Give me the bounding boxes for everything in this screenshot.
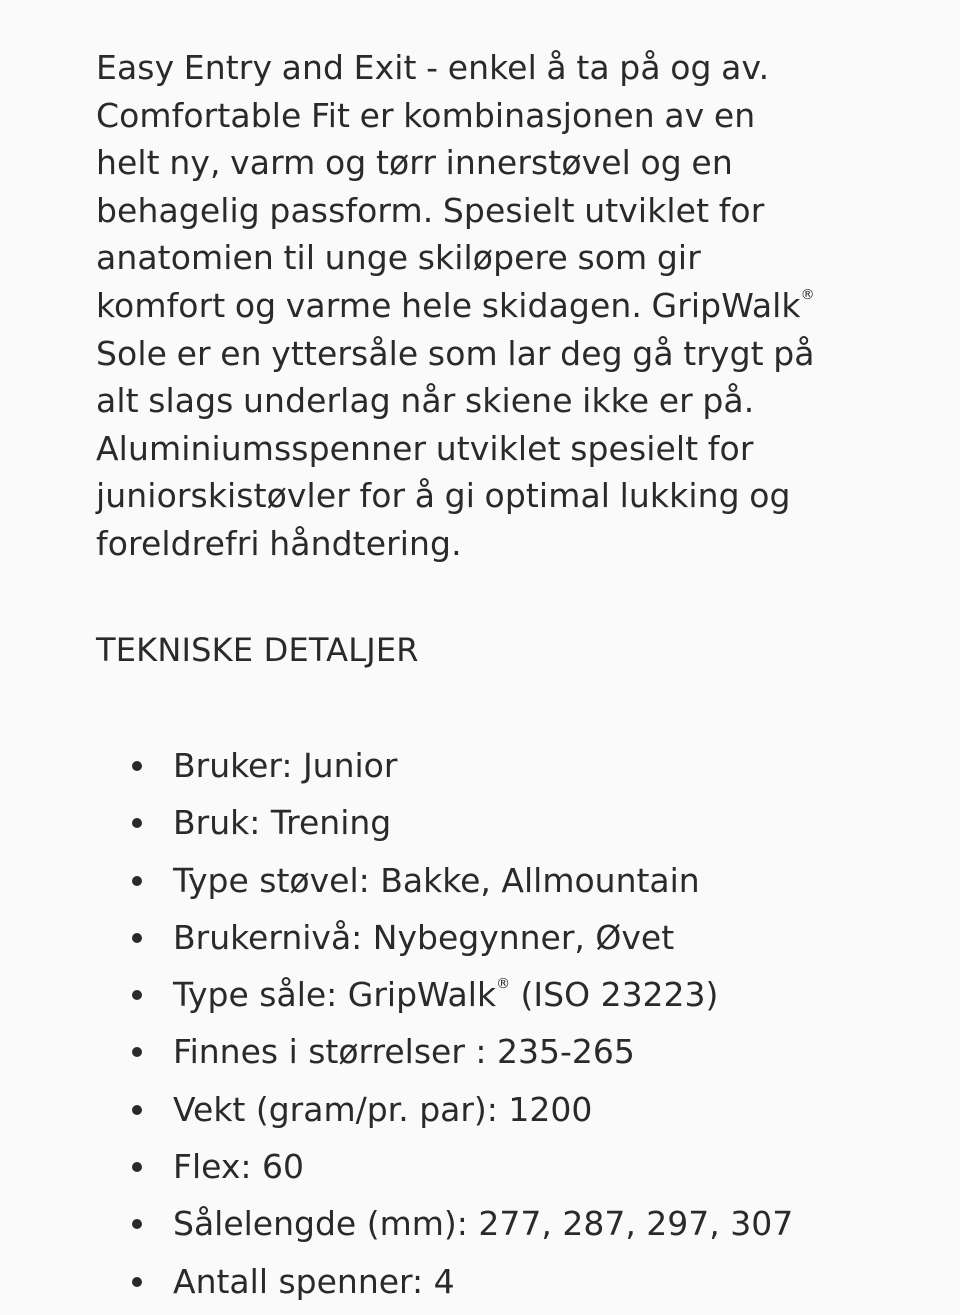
bullet-icon xyxy=(132,1219,142,1229)
spec-text: Flex: 60 xyxy=(173,1147,305,1187)
description-line: Aluminiumsspenner utviklet spesielt for xyxy=(96,428,754,468)
spec-item xyxy=(96,1138,896,1195)
spec-item xyxy=(96,737,896,794)
registered-trademark-mark: ® xyxy=(800,286,815,303)
spec-text: Antall spenner: 4 xyxy=(173,1261,455,1301)
product-description-page xyxy=(96,44,896,1301)
bullet-icon xyxy=(132,1162,142,1172)
bullet-icon xyxy=(132,933,142,943)
description-line: Easy Entry and Exit - enkel å ta på og av. xyxy=(96,48,770,87)
spec-text: Bruker: Junior xyxy=(173,746,398,785)
description-line: juniorskistøvler for å gi optimal lukking og xyxy=(96,476,791,516)
description-line: anatomien til unge skiløpere som gir xyxy=(96,238,701,278)
description-line: alt slags underlag når skiene ikke er på. xyxy=(96,381,755,421)
spec-item xyxy=(96,1253,896,1310)
registered-trademark-mark: ® xyxy=(496,976,511,993)
description-line: Comfortable Fit er kombinasjonen av en xyxy=(96,95,756,135)
description-line: behagelig passform. Spesielt utviklet for xyxy=(96,190,765,230)
bullet-icon xyxy=(132,1105,142,1115)
spec-item xyxy=(96,1195,896,1252)
spec-text: Type såle: GripWalk xyxy=(173,975,497,1015)
technical-details-list xyxy=(96,737,896,1310)
spec-item xyxy=(96,852,896,909)
description-line: foreldrefri håndtering. xyxy=(96,523,462,563)
description-line: Sole er en yttersåle som lar deg gå trygt på xyxy=(96,333,815,373)
description-line: helt ny, varm og tørr innerstøvel og en xyxy=(96,143,733,183)
spec-text: Type støvel: Bakke, Allmountain xyxy=(173,860,700,900)
bullet-icon xyxy=(132,818,142,828)
description-line: komfort og varme hele skidagen. GripWalk xyxy=(96,285,801,325)
spec-text: Vekt (gram/pr. par): 1200 xyxy=(173,1089,593,1129)
spec-text: Brukernivå: Nybegynner, Øvet xyxy=(173,917,675,957)
spec-item xyxy=(96,1023,896,1080)
bullet-icon xyxy=(132,1277,142,1287)
bullet-icon xyxy=(132,876,142,886)
bullet-icon xyxy=(132,761,142,771)
spec-text: Sålelengde (mm): 277, 287, 297, 307 xyxy=(173,1204,794,1244)
spec-item xyxy=(96,794,896,851)
spec-item xyxy=(96,909,896,966)
bullet-icon xyxy=(132,1047,142,1057)
bullet-icon xyxy=(132,990,142,1000)
technical-details-heading: TEKNISKE DETALJER xyxy=(96,631,419,669)
spec-text: Finnes i størrelser : 235-265 xyxy=(173,1032,635,1072)
spec-item xyxy=(96,1081,896,1138)
spec-item xyxy=(96,966,896,1023)
spec-text: Bruk: Trening xyxy=(173,803,392,843)
spec-text-suffix: (ISO 23223) xyxy=(510,975,719,1015)
product-description xyxy=(96,44,896,568)
